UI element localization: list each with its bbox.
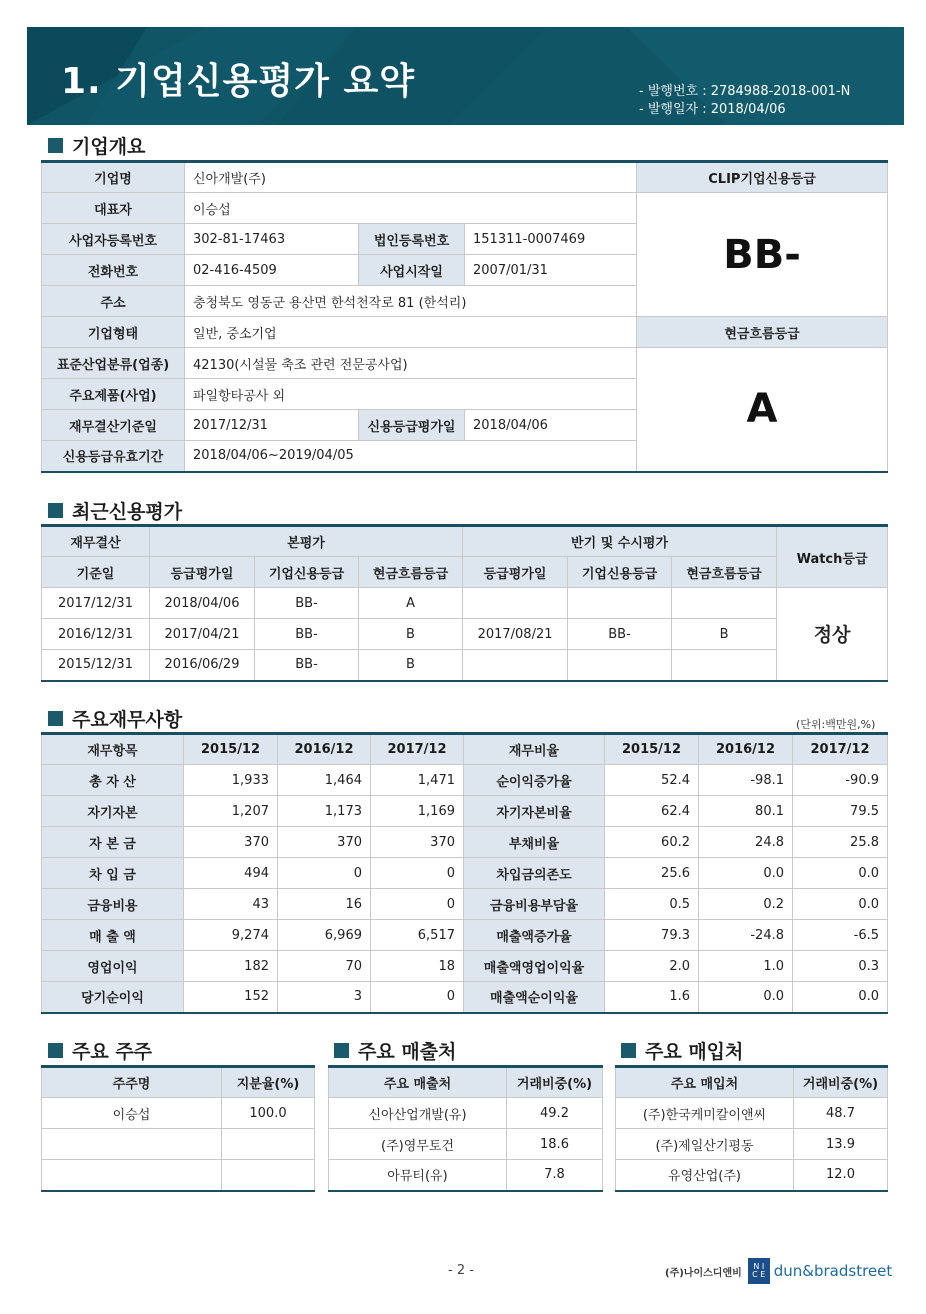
customer-name: 아뮤티(유) [329,1160,507,1191]
finance-ratio-value: 52.4 [605,765,699,796]
square-bullet-icon [48,503,63,518]
finance-ratio-value: 0.2 [699,889,793,920]
recent-fiscal: 2016/12/31 [42,619,150,650]
finance-h-year: 2015/12 [184,734,278,765]
industry-value: 42130(시설물 축조 관련 전문공사업) [185,348,637,379]
finance-ratio-value: 0.0 [699,982,793,1013]
finance-ratio-value: -6.5 [793,920,888,951]
finance-value: 16 [278,889,371,920]
suppliers-section-title: 주요 매입처 [621,1037,743,1064]
rating-date-label: 신용등급평가일 [359,410,465,441]
finance-item: 자 본 금 [42,827,184,858]
finance-h-year: 2016/12 [699,734,793,765]
industry-label: 표준산업분류(업종) [42,348,185,379]
report-header [27,27,904,125]
table-row [42,827,888,858]
issue-number: - 발행번호 : 2784988-2018-001-N [639,84,851,99]
finance-ratio-value: 0.0 [793,982,888,1013]
recent-date: 2017/04/21 [150,619,255,650]
nice-logo-icon: N I C E [748,1258,770,1284]
supplier-name: (주)한국케미칼이앤씨 [616,1098,794,1129]
recent-half-cash: B [672,619,777,650]
table-row [42,619,888,650]
finance-value: 18 [371,951,464,982]
recent-h-watch: Watch등급 [777,526,888,588]
square-bullet-icon [48,138,63,153]
recent-h-date: 등급평가일 [150,557,255,588]
finance-value: 182 [184,951,278,982]
finance-item: 영업이익 [42,951,184,982]
finance-value: 9,274 [184,920,278,951]
customers-section-title: 주요 매출처 [334,1037,456,1064]
finance-item: 금융비용 [42,889,184,920]
type-value: 일반, 중소기업 [185,317,637,348]
recent-h-cash: 현금흐름등급 [359,557,463,588]
square-bullet-icon [48,711,63,726]
finance-value: 6,517 [371,920,464,951]
suppliers-table [615,1065,888,1192]
finance-h-year: 2017/12 [793,734,888,765]
shareholder-h-name: 주주명 [42,1067,222,1098]
finance-ratio-value: 1.6 [605,982,699,1013]
ceo-label: 대표자 [42,193,185,224]
finance-value: 70 [278,951,371,982]
recent-half-date [463,588,568,619]
shareholders-section-title: 주요 주주 [48,1037,152,1064]
table-row [42,1129,315,1160]
finance-h-year: 2016/12 [278,734,371,765]
recent-cash: B [359,619,463,650]
recent-credit: BB- [255,619,359,650]
recent-section-title: 최근신용평가 [48,497,182,524]
finance-ratio-value: -98.1 [699,765,793,796]
table-row [42,858,888,889]
finance-value: 6,969 [278,920,371,951]
finance-value: 0 [371,982,464,1013]
finance-value: 43 [184,889,278,920]
supplier-pct: 12.0 [794,1160,888,1191]
recent-credit: BB- [255,588,359,619]
ceo-value: 이승섭 [185,193,637,224]
finance-ratio: 매출액증가율 [464,920,605,951]
finance-section-title: 주요재무사항 [48,705,182,732]
recent-h-credit: 기업신용등급 [255,557,359,588]
recent-h-half-credit: 기업신용등급 [568,557,672,588]
customer-pct: 18.6 [507,1129,603,1160]
finance-value: 0 [278,858,371,889]
finance-ratio: 자기자본비율 [464,796,605,827]
clip-grade-label: CLIP기업신용등급 [637,162,888,193]
type-label: 기업형태 [42,317,185,348]
finance-unit: (단위:백만원,%) [796,718,876,731]
shareholder-name [42,1160,222,1191]
shareholder-pct [222,1129,315,1160]
page-number: - 2 - [448,1263,474,1278]
product-value: 파일항타공사 외 [185,379,637,410]
finance-ratio-value: 79.3 [605,920,699,951]
table-row [616,1129,888,1160]
table-row [329,1129,603,1160]
recent-h-main: 본평가 [150,526,463,557]
recent-half-credit [568,588,672,619]
finance-ratio: 금융비용부담율 [464,889,605,920]
recent-half-date: 2017/08/21 [463,619,568,650]
fiscal-label: 재무결산기준일 [42,410,185,441]
table-row [42,588,888,619]
customer-pct: 49.2 [507,1098,603,1129]
customer-name: 신아산업개발(유) [329,1098,507,1129]
finance-value: 3 [278,982,371,1013]
supplier-h-pct: 거래비중(%) [794,1067,888,1098]
company-name: 신아개발(주) [185,162,637,193]
shareholder-pct [222,1160,315,1191]
recent-cash: A [359,588,463,619]
finance-value: 370 [371,827,464,858]
start-label: 사업시작일 [359,255,465,286]
finance-h-item: 재무항목 [42,734,184,765]
finance-value: 370 [278,827,371,858]
finance-ratio-value: 62.4 [605,796,699,827]
finance-ratio-value: 79.5 [793,796,888,827]
finance-ratio-value: 24.8 [699,827,793,858]
customer-name: (주)영무토건 [329,1129,507,1160]
finance-item: 자기자본 [42,796,184,827]
finance-ratio-value: 0.5 [605,889,699,920]
finance-value: 0 [371,889,464,920]
shareholder-name [42,1129,222,1160]
dnb-logo: dun&bradstreet [773,1262,893,1280]
finance-ratio-value: 25.6 [605,858,699,889]
finance-ratio-value: -90.9 [793,765,888,796]
customer-pct: 7.8 [507,1160,603,1191]
finance-value: 1,471 [371,765,464,796]
table-row [42,982,888,1013]
recent-h-half-cash: 현금흐름등급 [672,557,777,588]
table-row [42,650,888,681]
clip-grade-value: BB- [637,193,888,317]
recent-half-credit: BB- [568,619,672,650]
finance-ratio-value: 1.0 [699,951,793,982]
finance-body [42,765,888,1013]
square-bullet-icon [621,1043,636,1058]
recent-half-date [463,650,568,681]
finance-ratio-value: 2.0 [605,951,699,982]
page-title: 1. 기업신용평가 요약 [61,61,415,102]
recent-rating-table [41,524,888,682]
recent-h-fiscal-1: 재무결산 [42,526,150,557]
finance-value: 0 [371,858,464,889]
shareholder-pct: 100.0 [222,1098,315,1129]
finance-item: 당기순이익 [42,982,184,1013]
recent-h-half-date: 등급평가일 [463,557,568,588]
finance-ratio: 매출액순이익율 [464,982,605,1013]
table-row [42,951,888,982]
finance-value: 1,173 [278,796,371,827]
supplier-pct: 48.7 [794,1098,888,1129]
table-row [329,1160,603,1191]
customer-h-name: 주요 매출처 [329,1067,507,1098]
finance-value: 1,169 [371,796,464,827]
table-row [616,1160,888,1191]
biz-reg-label: 사업자등록번호 [42,224,185,255]
recent-credit: BB- [255,650,359,681]
table-row [329,1098,603,1129]
table-row [42,889,888,920]
overview-section-title: 기업개요 [48,132,145,159]
finance-item: 총 자 산 [42,765,184,796]
table-row [42,796,888,827]
finance-ratio-value: 0.0 [793,858,888,889]
nice-company-name: (주)나이스디앤비 [665,1267,742,1279]
supplier-name: (주)제일산기평동 [616,1129,794,1160]
shareholder-h-pct: 지분율(%) [222,1067,315,1098]
square-bullet-icon [334,1043,349,1058]
table-row [42,920,888,951]
finance-h-year: 2015/12 [605,734,699,765]
finance-ratio: 매출액영업이익율 [464,951,605,982]
cash-grade-value: A [637,348,888,472]
finance-value: 494 [184,858,278,889]
address-value: 충청북도 영동군 용산면 한석천작로 81 (한석리) [185,286,637,317]
supplier-name: 유영산업(주) [616,1160,794,1191]
table-row [42,1160,315,1191]
finance-ratio: 순이익증가율 [464,765,605,796]
table-row [42,765,888,796]
table-row [616,1098,888,1129]
address-label: 주소 [42,286,185,317]
start-value: 2007/01/31 [465,255,637,286]
finance-ratio-value: 0.0 [793,889,888,920]
finance-value: 1,933 [184,765,278,796]
phone-label: 전화번호 [42,255,185,286]
company-name-label: 기업명 [42,162,185,193]
table-row [42,1098,315,1129]
corp-reg-label: 법인등록번호 [359,224,465,255]
supplier-pct: 13.9 [794,1129,888,1160]
recent-cash: B [359,650,463,681]
customers-table [328,1065,603,1192]
shareholders-table [41,1065,315,1192]
valid-value: 2018/04/06~2019/04/05 [185,441,637,472]
finance-item: 매 출 액 [42,920,184,951]
finance-value: 370 [184,827,278,858]
recent-h-fiscal-2: 기준일 [42,557,150,588]
finance-item: 차 입 금 [42,858,184,889]
recent-fiscal: 2015/12/31 [42,650,150,681]
shareholder-name: 이승섭 [42,1098,222,1129]
finance-table [41,732,888,1014]
recent-date: 2016/06/29 [150,650,255,681]
finance-ratio-value: 80.1 [699,796,793,827]
finance-ratio-value: 0.0 [699,858,793,889]
overview-table [41,160,888,473]
finance-ratio-value: -24.8 [699,920,793,951]
cash-grade-label: 현금흐름등급 [637,317,888,348]
valid-label: 신용등급유효기간 [42,441,185,472]
watch-grade: 정상 [777,588,888,681]
fiscal-value: 2017/12/31 [185,410,359,441]
square-bullet-icon [48,1043,63,1058]
recent-half-cash [672,588,777,619]
recent-h-half: 반기 및 수시평가 [463,526,777,557]
finance-h-year: 2017/12 [371,734,464,765]
biz-reg-value: 302-81-17463 [185,224,359,255]
finance-ratio-value: 0.3 [793,951,888,982]
supplier-h-name: 주요 매입처 [616,1067,794,1098]
corp-reg-value: 151311-0007469 [465,224,637,255]
rating-date-value: 2018/04/06 [465,410,637,441]
issue-info [639,83,850,119]
footer-logo [665,1258,892,1284]
recent-fiscal: 2017/12/31 [42,588,150,619]
finance-ratio: 차입금의존도 [464,858,605,889]
finance-h-ratio: 재무비율 [464,734,605,765]
finance-ratio-value: 60.2 [605,827,699,858]
finance-value: 152 [184,982,278,1013]
phone-value: 02-416-4509 [185,255,359,286]
issue-date: - 발행일자 : 2018/04/06 [639,102,786,117]
finance-ratio: 부채비율 [464,827,605,858]
recent-half-credit [568,650,672,681]
finance-ratio-value: 25.8 [793,827,888,858]
finance-value: 1,207 [184,796,278,827]
finance-value: 1,464 [278,765,371,796]
recent-half-cash [672,650,777,681]
product-label: 주요제품(사업) [42,379,185,410]
customer-h-pct: 거래비중(%) [507,1067,603,1098]
recent-date: 2018/04/06 [150,588,255,619]
